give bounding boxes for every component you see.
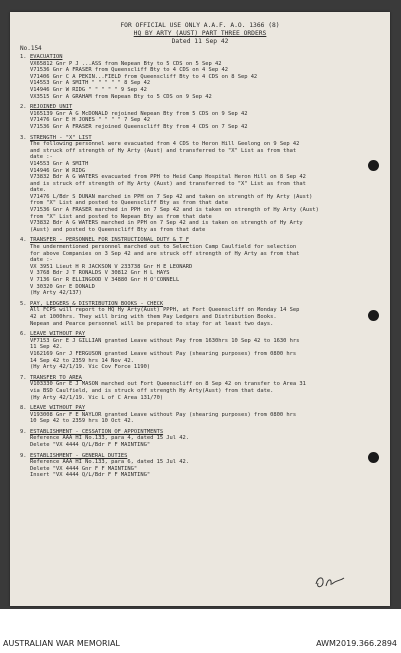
document-page bbox=[10, 12, 390, 606]
section-number: 4. bbox=[20, 237, 27, 244]
section-line: Delete "VX 4444 Q/L/Bdr F F MAINTING" bbox=[30, 442, 151, 449]
order-section bbox=[20, 331, 365, 371]
header-title: HQ BY ARTY (AUST) PART THREE ORDERS bbox=[133, 30, 267, 37]
section-heading: ESTABLISHMENT - GENERAL DUTIES bbox=[30, 452, 128, 459]
section-line: Reference AAA HI No.133, para 6, dated 15 Jul 42. bbox=[30, 459, 190, 466]
section-line: V193008 Gnr F E NAYLOR granted Leave without Pay (shearing purposes) from 0800 hrs bbox=[30, 411, 297, 418]
section-title bbox=[20, 237, 365, 244]
section-title bbox=[20, 135, 365, 142]
section-title bbox=[20, 331, 365, 338]
section-heading: TRANSFER TO AREA bbox=[30, 374, 82, 381]
order-section bbox=[20, 237, 365, 296]
section-number: 5. bbox=[20, 300, 27, 307]
section-title bbox=[20, 453, 365, 460]
section-heading: EVACUATION bbox=[30, 54, 63, 60]
section-line: 10 Sep 42 to 2359 hrs 10 Oct 42. bbox=[30, 418, 134, 425]
order-section bbox=[20, 375, 365, 401]
order-section bbox=[20, 429, 365, 449]
section-line: VX65812 Gnr P J ...ASS from Nepean Bty to 5 CDS on 5 Sep 42 bbox=[30, 60, 222, 67]
section-title bbox=[20, 405, 365, 412]
signature-mark bbox=[310, 572, 350, 592]
section-line: Delete "VX 4444 Gnr F F MAINTING" bbox=[30, 465, 138, 472]
section-line: 14 Sep 42 to 2359 hrs 14 Nov 42. bbox=[30, 357, 134, 364]
section-line: V103330 Gnr E J MASON marched out Fort Queenscliff on 8 Sep 42 on transfer to Area 31 bbox=[30, 381, 306, 388]
section-line: via BSD Caulfield, and is struck off strength Hy Arty(Aust) from that date. bbox=[30, 387, 274, 394]
archive-reference: AWM2019.366.2894 bbox=[316, 639, 397, 648]
punch-hole bbox=[368, 310, 379, 321]
section-line: V 30320 Gnr E DONALD bbox=[30, 283, 95, 290]
section-title bbox=[20, 54, 365, 61]
document-number: No.154 bbox=[20, 45, 42, 52]
section-line: 42 at 1000hrs. They will bring with them Pay Ledgers and Distribution Books. bbox=[30, 313, 277, 320]
header-date: Dated 11 Sep 42 bbox=[171, 38, 229, 45]
section-line: VX 3951 Lieut H R JACKSON V 233738 Gnr H E LEONARD bbox=[30, 263, 193, 270]
section-title bbox=[20, 375, 365, 382]
section-number: 6. bbox=[20, 331, 27, 338]
section-line: V71476 Gnr E H JONES " " " " 7 Sep 42 bbox=[30, 117, 151, 124]
section-line: date :- bbox=[30, 154, 53, 161]
punch-hole bbox=[368, 160, 379, 171]
section-line: from "X" List and posted to Queenscliff Bty as from that date bbox=[30, 200, 228, 207]
section-line: Nepean and Pearce personnel will be prepared to stay for at least two days. bbox=[30, 320, 274, 327]
order-section bbox=[20, 405, 365, 425]
section-heading: TRANSFER - PERSONNEL FOR INSTRUCTIONAL DUTY & T F bbox=[30, 237, 190, 244]
order-section bbox=[20, 104, 365, 130]
section-line: The following personnel were evacuated from 4 CDS to Heron Hill Geelong on 9 Sep 42 bbox=[30, 141, 300, 148]
section-line: V73832 Bdr A G WATERS evacuated from PPH to Heid Camp Hospital Heron Hill on 8 Sep 42 bbox=[30, 174, 306, 181]
section-number: 9. bbox=[20, 452, 27, 459]
section-line: V71536 Gnr A FRASER from Queenscliff Bty to 4 CDS on 4 Sep 42 bbox=[30, 67, 228, 74]
punch-hole bbox=[368, 452, 379, 463]
section-line: V14946 Gnr W RIDG bbox=[30, 167, 86, 174]
section-line: VF7153 Gnr E J GILLIAN granted Leave without Pay from 1630hrs 10 Sep 42 to 1630 hrs bbox=[30, 337, 300, 344]
section-line: V71536 Gnr A FRASER marched in PPH on 7 Sep 42 and is taken on strength of Hy Arty (Aust) bbox=[30, 207, 319, 214]
header-classification: FOR OFFICIAL USE ONLY A.A.F. A.O. 1366 (8) bbox=[120, 22, 280, 29]
section-line: and is struck off strength of Hy Arty (Aust) and transferred to "X" List as from that bbox=[30, 180, 306, 187]
section-line: (Aust) and posted to Queenscliff Bty as from that date bbox=[30, 226, 206, 233]
section-line: V73832 Bdr A G WATERS marched in PPH on 7 Sep 42 and is taken on strength of Hy Arty bbox=[30, 220, 303, 227]
section-line: V14553 Gnr A SMITH bbox=[30, 160, 89, 167]
section-line: date :- bbox=[30, 257, 53, 264]
section-number: 1. bbox=[20, 54, 27, 60]
section-number: 3. bbox=[20, 134, 27, 141]
section-line: Reference AAA HI No.133, para 4, dated 15 Jul 42. bbox=[30, 435, 190, 442]
section-line: V71476 L/Bdr S DUNAN marched in PPH on 7 Sep 42 and taken on strength of Hy Arty (Aust) bbox=[30, 193, 313, 200]
section-line: (Hy Arty 42/1/19. Vic Cov Force 1190) bbox=[30, 364, 151, 371]
section-number: 9. bbox=[20, 428, 27, 435]
section-line: All FCPS will report to HQ Hy Arty(Aust) PPPH, at Fort Queenscliff on Monday 14 Sep bbox=[30, 307, 300, 314]
section-heading: LEAVE WITHOUT PAY bbox=[30, 331, 86, 338]
section-line: VX3515 Gnr A GRAHAM from Nepean Bty to 5 CDS on 9 Sep 42 bbox=[30, 93, 212, 100]
archive-caption: AUSTRALIAN WAR MEMORIAL bbox=[3, 639, 120, 648]
section-line: for above Companies on 3 Sep 42 and are struck off strength of Hy Arty as from that bbox=[30, 250, 300, 257]
section-line: Insert "VX 4444 Q/L/Bdr F F MAINTING" bbox=[30, 472, 151, 479]
order-section bbox=[20, 54, 365, 100]
section-line: V14553 Gnr A SMITH " " " " " 8 Sep 42 bbox=[30, 80, 151, 87]
section-line: and struck off strength of Hy Arty (Aust) and transferred to "X" List as from that bbox=[30, 147, 297, 154]
section-line: V 3768 Bdr J T RONALDS V 30812 Gnr H L HAYS bbox=[30, 270, 170, 277]
section-heading: LEAVE WITHOUT PAY bbox=[30, 405, 86, 412]
section-heading: STRENGTH - "X" LIST bbox=[30, 134, 92, 141]
section-line: date. bbox=[30, 187, 47, 194]
section-line: 11 Sep 42. bbox=[30, 344, 63, 351]
section-line: The undermentioned personnel marched out to Selection Camp Caulfield for selection bbox=[30, 244, 297, 251]
section-line: V162169 Gnr J FERGUSON granted Leave without Pay (shearing purposes) from 0800 hrs bbox=[30, 350, 297, 357]
section-line: V 7136 Gnr R ELLINGOOD V 34880 Gnr H O'CONNELL bbox=[30, 277, 180, 283]
orders-body bbox=[20, 54, 365, 483]
archive-footer bbox=[0, 609, 401, 653]
section-line: V71536 Gnr A FRASER rejoined Queenscliff Bty from 4 CDS on 7 Sep 42 bbox=[30, 123, 248, 130]
section-heading: PAY, LEDGERS & DISTRIBUTION BOOKS - CHECK bbox=[30, 300, 164, 307]
section-heading: REJOINED UNIT bbox=[30, 104, 73, 111]
section-number: 8. bbox=[20, 405, 27, 412]
order-section bbox=[20, 135, 365, 234]
order-section bbox=[20, 453, 365, 479]
section-line: V14946 Gnr W RIDG " " " " " 9 Sep 42 bbox=[30, 86, 147, 93]
section-line: V71406 Gnr C A PEKIN...FIELD from Queenscliff Bty to 4 CDS on 8 Sep 42 bbox=[30, 73, 258, 80]
section-number: 2. bbox=[20, 104, 27, 111]
section-line: (Hy Arty 42/1/19. Vic L of C Area 131/70) bbox=[30, 394, 164, 401]
section-title bbox=[20, 429, 365, 436]
section-line: from "X" List and posted to Nepean Bty as from that date bbox=[30, 213, 212, 220]
section-line: V165139 Gnr A G McDONALD rejoined Nepean Bty from 5 CDS on 9 Sep 42 bbox=[30, 110, 248, 117]
section-title bbox=[20, 104, 365, 111]
section-line: (Hy Arty 42/137) bbox=[30, 290, 82, 297]
section-heading: ESTABLISHMENT - CESSATION OF APPOINTMENTS bbox=[30, 428, 164, 435]
section-number: 7. bbox=[20, 374, 27, 381]
section-title bbox=[20, 301, 365, 308]
order-section bbox=[20, 301, 365, 327]
